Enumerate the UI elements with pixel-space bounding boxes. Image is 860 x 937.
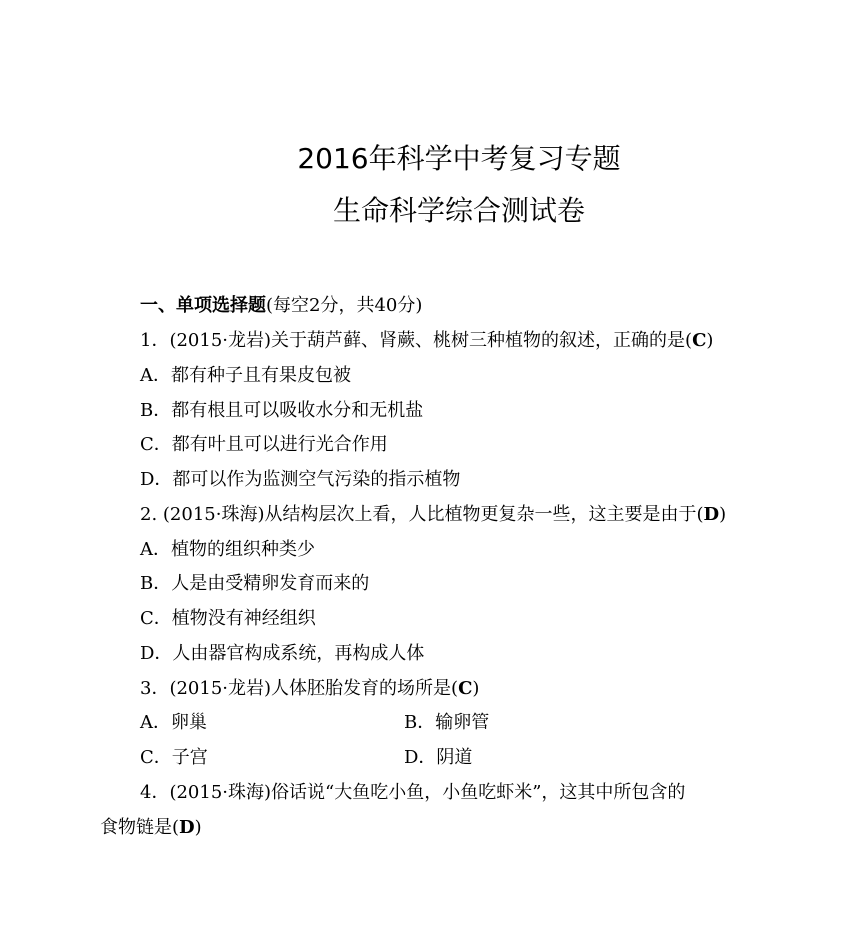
- question-close: ): [706, 330, 714, 351]
- question-stem: 1．(2015·龙岩)关于葫芦藓、肾蕨、桃树三种植物的叙述，正确的是(: [140, 330, 693, 351]
- question-3-options-row-1: [140, 710, 840, 736]
- question-1-option-d: D．都可以作为监测空气污染的指示植物: [140, 469, 461, 490]
- question-3-option-a: A．卵巢: [140, 712, 207, 733]
- question-3-options-row-2: [140, 745, 840, 771]
- question-answer: C: [458, 678, 473, 699]
- question-2-stem: [140, 502, 726, 528]
- section-note: (每空2分，共40分): [266, 295, 423, 316]
- section-heading-line: [140, 293, 422, 319]
- question-stem: 2. (2015·珠海)从结构层次上看，人比植物更复杂一些，这主要是由于(: [140, 504, 704, 525]
- section-heading: 一、单项选择题: [140, 295, 266, 316]
- question-1-option-a: A．都有种子且有果皮包被: [140, 365, 351, 386]
- question-3-stem: [140, 676, 479, 702]
- question-answer: D: [179, 817, 195, 838]
- question-close: ): [719, 504, 727, 525]
- question-answer: C: [692, 330, 707, 351]
- question-close: ): [194, 817, 202, 838]
- question-close: ): [472, 678, 480, 699]
- question-stem: 食物链是(: [100, 817, 180, 838]
- question-4-stem-line-1: 4．(2015·珠海)俗话说“大鱼吃小鱼，小鱼吃虾米”，这其中所包含的: [140, 782, 686, 803]
- question-3-option-c: C．子宫: [140, 747, 208, 768]
- question-2-option-c: C．植物没有神经组织: [140, 608, 316, 629]
- question-2-option-a: A．植物的组织种类少: [140, 539, 315, 560]
- page-subtitle: 生命科学综合测试卷: [332, 194, 585, 227]
- question-4-stem-line-2: [100, 815, 202, 841]
- question-2-option-b: B．人是由受精卵发育而来的: [140, 573, 370, 594]
- question-1-option-b: B．都有根且可以吸收水分和无机盐: [140, 400, 424, 421]
- question-answer: D: [703, 504, 720, 525]
- question-1-option-c: C．都有叶且可以进行光合作用: [140, 434, 388, 455]
- page-title: 2016年科学中考复习专题: [297, 142, 621, 175]
- question-3-option-d: D．阴道: [404, 747, 473, 768]
- question-stem: 3．(2015·龙岩)人体胚胎发育的场所是(: [140, 678, 459, 699]
- question-3-option-b: B．输卵管: [404, 712, 490, 733]
- question-1-stem: [140, 328, 713, 354]
- question-2-option-d: D．人由器官构成系统，再构成人体: [140, 643, 425, 664]
